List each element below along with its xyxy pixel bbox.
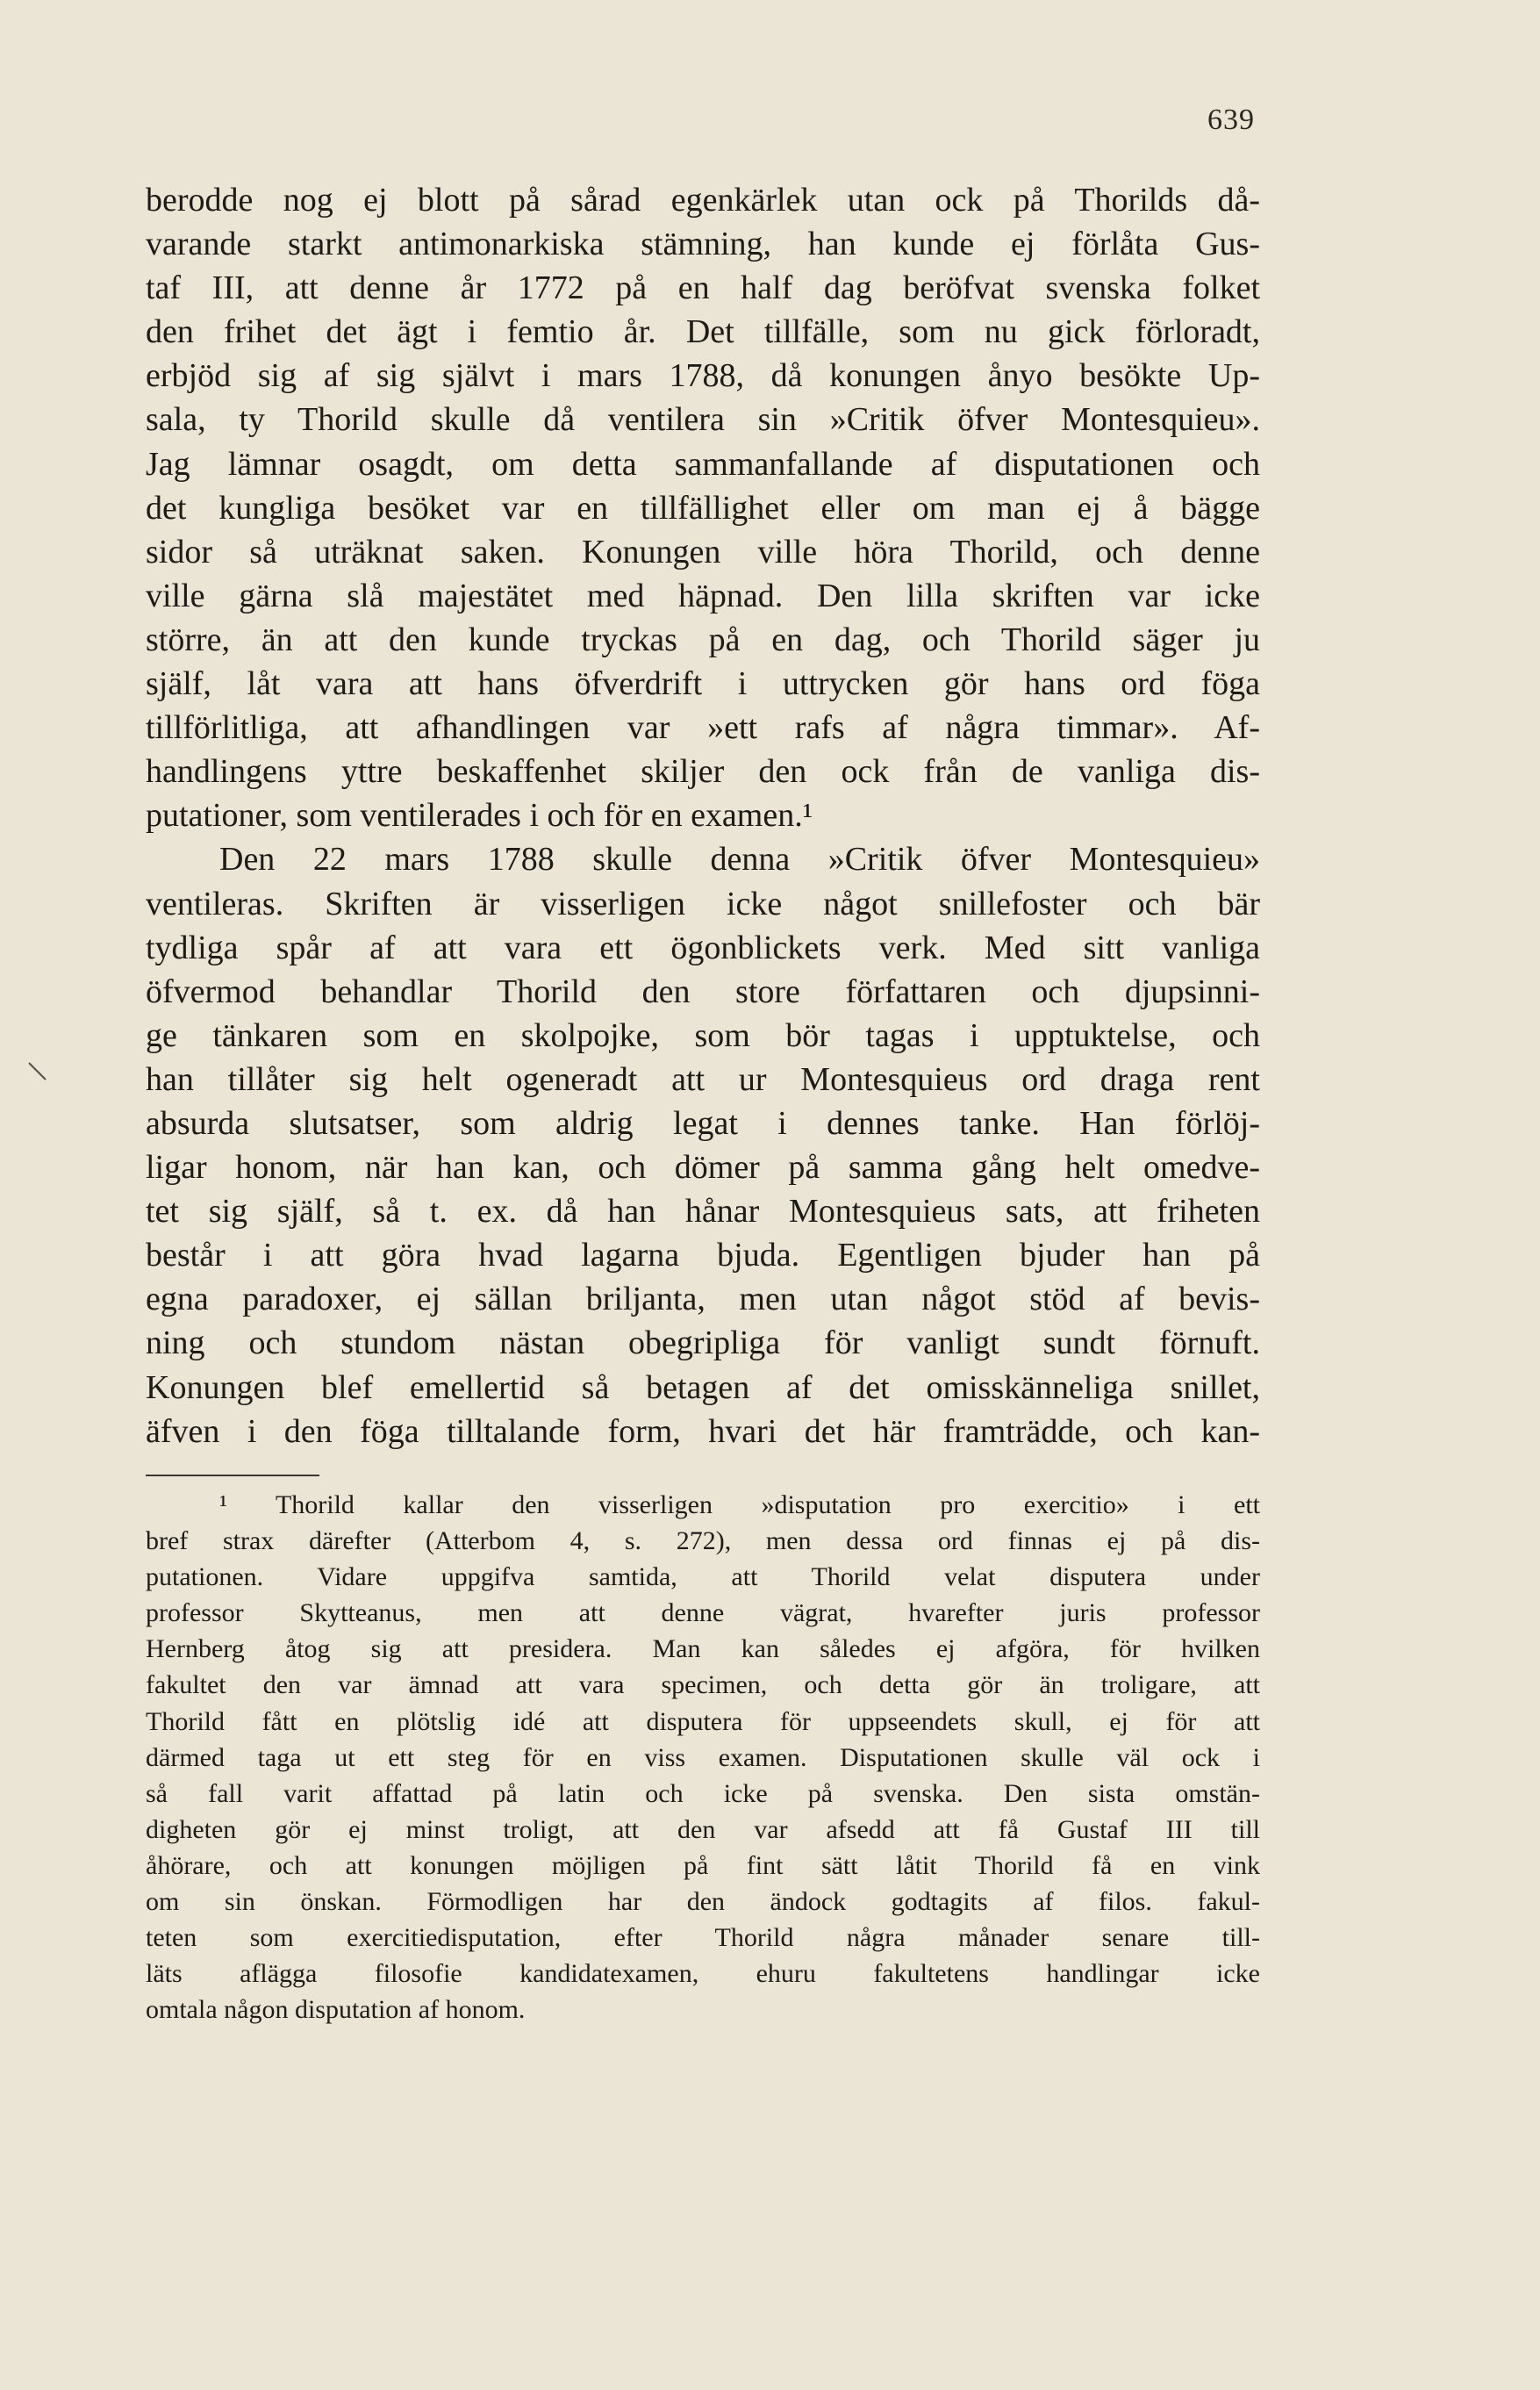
body-line: putationer, som ventilerades i och för en examen.¹ bbox=[146, 797, 813, 835]
body-line: han tillåter sig helt ogeneradt att ur Montesquieus ord draga rent bbox=[146, 1060, 1260, 1098]
body-line: öfvermod behandlar Thorild den store författaren och djupsinni- bbox=[146, 973, 1260, 1010]
body-line: sala, ty Thorild skulle då ventilera sin »Critik öfver Montesquieu». bbox=[146, 401, 1260, 439]
body-line: ventileras. Skriften är visserligen icke något snillefoster och bär bbox=[146, 885, 1260, 922]
body-line: Jag lämnar osagdt, om detta sammanfallande af disputationen och bbox=[146, 445, 1260, 483]
body-line: äfven i den föga tilltalande form, hvari det här framträdde, och kan- bbox=[146, 1412, 1260, 1450]
footnote-line: Thorild fått en plötslig idé att disputera för uppseendets skull, ej för att bbox=[146, 1706, 1260, 1736]
footnote-line: putationen. Vidare uppgifva samtida, att Thorild velat disputera under bbox=[146, 1562, 1260, 1592]
body-line: absurda slutsatser, som aldrig legat i dennes tanke. Han förlöj- bbox=[146, 1104, 1260, 1142]
body-line: ge tänkaren som en skolpojke, som bör tagas i upptuktelse, och bbox=[146, 1016, 1260, 1054]
body-line: ning och stundom nästan obegripliga för vanligt sundt förnuft. bbox=[146, 1324, 1260, 1362]
body-line: berodde nog ej blott på sårad egenkärlek utan ock på Thorilds då- bbox=[146, 182, 1260, 219]
footnote-line: bref strax därefter (Atterbom 4, s. 272), men dessa ord finnas ej på dis- bbox=[146, 1526, 1260, 1556]
body-line: det kungliga besöket var en tillfällighet eller om man ej å bägge bbox=[146, 489, 1260, 527]
body-text bbox=[146, 178, 1260, 1453]
footnote-line: därmed taga ut ett steg för en viss examen. Disputationen skulle väl ock i bbox=[146, 1742, 1260, 1772]
page-number: 639 bbox=[1207, 104, 1255, 136]
footnote-line: digheten gör ej minst troligt, att den var afsedd att få Gustaf III till bbox=[146, 1814, 1260, 1844]
footnote-line: så fall varit affattad på latin och icke på svenska. Den sista omstän- bbox=[146, 1778, 1260, 1808]
footnote bbox=[146, 1487, 1260, 2028]
body-line: sidor så uträknat saken. Konungen ville höra Thorild, och denne bbox=[146, 533, 1260, 571]
body-line: taf III, att denne år 1772 på en half dag beröfvat svenska folket bbox=[146, 269, 1260, 307]
body-line: ville gärna slå majestätet med häpnad. Den lilla skriften var icke bbox=[146, 577, 1260, 614]
body-line: tet sig själf, så t. ex. då han hånar Montesquieus sats, att friheten bbox=[146, 1193, 1260, 1231]
body-line: egna paradoxer, ej sällan briljanta, men utan något stöd af bevis- bbox=[146, 1281, 1260, 1318]
footnote-line: åhörare, och att konungen möjligen på fint sätt låtit Thorild få en vink bbox=[146, 1850, 1260, 1880]
body-line: den frihet det ägt i femtio år. Det tillfälle, som nu gick förloradt, bbox=[146, 313, 1260, 351]
body-line: varande starkt antimonarkiska stämning, han kunde ej förlåta Gus- bbox=[146, 226, 1260, 263]
footnote-line: om sin önskan. Förmodligen har den ändock godtagits af filos. fakul- bbox=[146, 1887, 1260, 1917]
margin-pencil-mark bbox=[26, 1060, 49, 1083]
footnote-divider bbox=[146, 1475, 319, 1476]
body-line: består i att göra hvad lagarna bjuda. Egentligen bjuder han på bbox=[146, 1237, 1260, 1274]
footnote-line: fakultet den var ämnad att vara specimen, och detta gör än troligare, att bbox=[146, 1670, 1260, 1700]
body-line: handlingens yttre beskaffenhet skiljer den ock från de vanliga dis- bbox=[146, 753, 1260, 791]
footnote-line: Hernberg åtog sig att presidera. Man kan således ej afgöra, för hvilken bbox=[146, 1634, 1260, 1664]
footnote-line: omtala någon disputation af honom. bbox=[146, 1995, 526, 2025]
body-line: Konungen blef emellertid så betagen af det omisskänneliga snillet, bbox=[146, 1368, 1260, 1406]
footnote-line: professor Skytteanus, men att denne vägrat, hvarefter juris professor bbox=[146, 1598, 1260, 1628]
body-line: ligar honom, när han kan, och dömer på samma gång helt omedve- bbox=[146, 1149, 1260, 1187]
footnote-line: teten som exercitiedisputation, efter Thorild några månader senare till- bbox=[146, 1923, 1260, 1953]
body-line: tillförlitliga, att afhandlingen var »ett rafs af några timmar». Af- bbox=[146, 709, 1260, 747]
footnote-line: läts aflägga filosofie kandidatexamen, ehuru fakultetens handlingar icke bbox=[146, 1959, 1260, 1989]
body-line: erbjöd sig af sig självt i mars 1788, då konungen ånyo besökte Up- bbox=[146, 357, 1260, 395]
body-line: större, än att den kunde tryckas på en dag, och Thorild säger ju bbox=[146, 621, 1260, 658]
body-line: själf, låt vara att hans öfverdrift i uttrycken gör hans ord föga bbox=[146, 665, 1260, 703]
body-line: Den 22 mars 1788 skulle denna »Critik öfver Montesquieu» bbox=[219, 841, 1260, 879]
body-line: tydliga spår af att vara ett ögonblickets verk. Med sitt vanliga bbox=[146, 929, 1260, 966]
footnote-line: ¹ Thorild kallar den visserligen »disputation pro exercitio» i ett bbox=[219, 1490, 1260, 1519]
